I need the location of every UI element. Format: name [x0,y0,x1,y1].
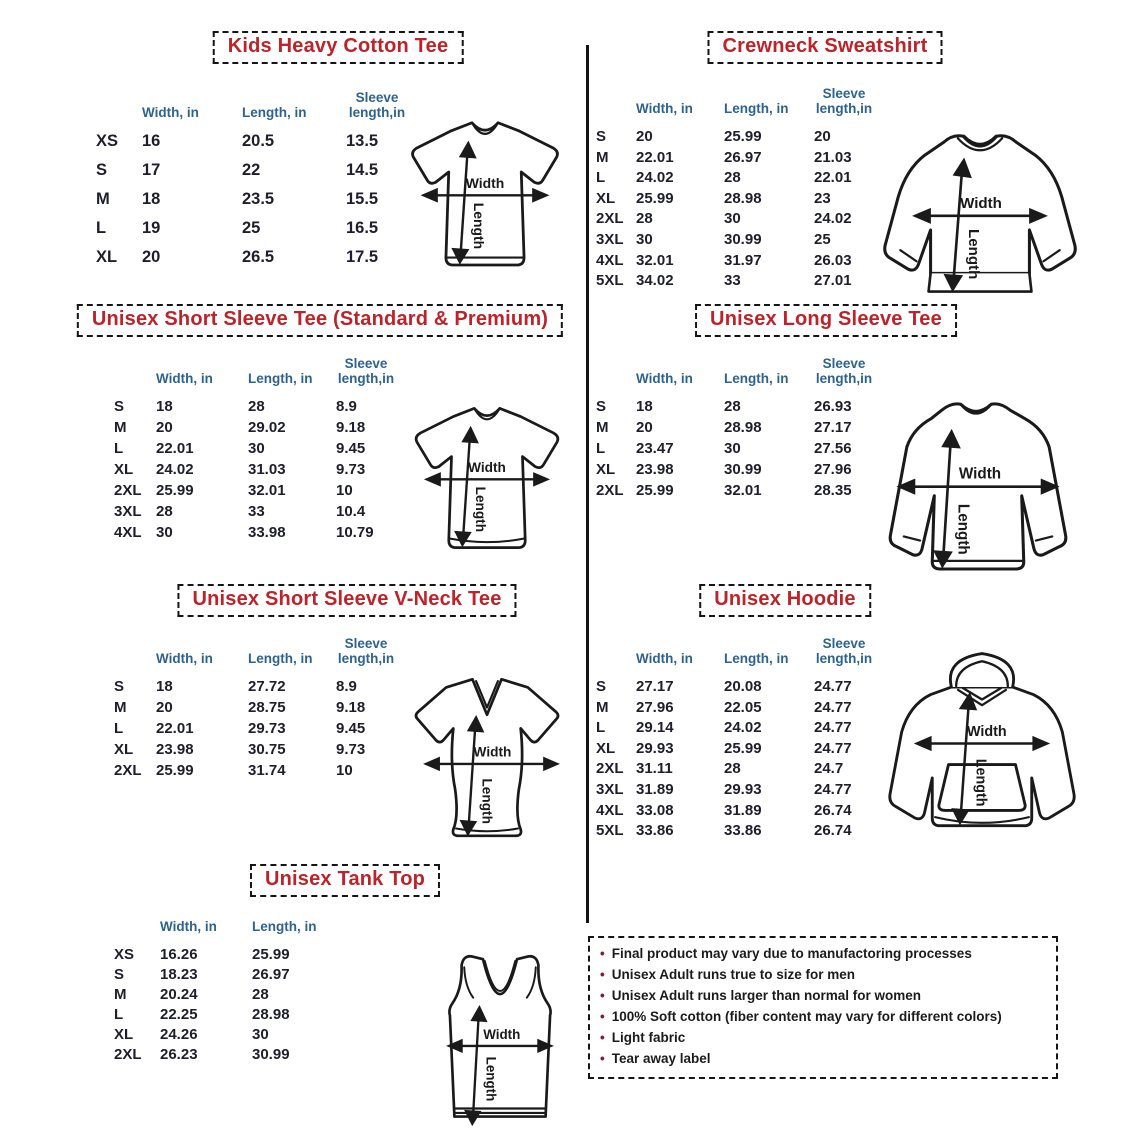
value-cell: 16.26 [160,946,198,963]
length-label: Length [473,486,489,533]
note-item [600,966,1046,984]
value-cell: 25.99 [724,739,762,757]
value-cell: 17 [142,161,161,179]
value-cell: 29.73 [248,720,286,737]
value-cell: 26.93 [814,398,852,415]
note-text: 100% Soft cotton (fiber content may vary for different colors) [611,1009,1002,1025]
long-sleeve-tee-diagram [856,386,1100,584]
value-cell: 20 [156,419,173,436]
value-cell: 10 [336,762,353,779]
bullet-icon: • [600,988,605,1004]
value-cell: 27.56 [814,440,852,457]
value-cell: 18.23 [160,966,198,983]
size-table-hoodie [596,632,890,843]
value-cell: 21.03 [814,148,852,166]
bullet-icon: • [600,967,605,983]
value-cell: 20 [636,128,653,145]
value-cell: 30 [248,440,265,457]
note-text: Tear away label [611,1051,711,1067]
column-header: Length, in [724,370,789,386]
note-text: Light fabric [611,1030,686,1046]
column-header: Sleeve length,in [815,635,873,666]
column-header: Width, in [156,650,213,666]
value-cell: 23.98 [636,461,674,478]
size-label: 2XL [114,762,142,779]
value-cell: 27.96 [814,461,852,478]
note-text: Final product may vary due to manufactoring processes [611,946,972,961]
value-cell: 25.99 [724,128,762,145]
value-cell: 27.17 [814,419,852,436]
column-header-empty [596,386,636,398]
value-cell: 33.86 [724,822,762,840]
note-item [600,1008,1046,1026]
value-cell: 16.5 [346,219,379,237]
size-label: L [596,440,606,457]
value-cell: 23.98 [156,741,194,758]
value-cell: 32.01 [248,482,286,499]
size-label: M [114,419,127,436]
value-cell: 30 [724,440,741,457]
value-cell: 17.5 [346,248,379,266]
value-cell: 28.75 [248,699,286,716]
size-table-long-sleeve [596,352,890,503]
value-cell: 20.5 [242,132,275,150]
value-cell: 24.02 [156,461,194,478]
value-cell: 32.01 [724,482,762,499]
value-cell: 28 [248,398,265,415]
value-cell: 30 [636,230,653,248]
size-label: L [596,169,606,187]
value-cell: 18 [156,678,173,695]
size-label: M [596,419,609,436]
size-label: 3XL [596,230,624,248]
note-item [600,1029,1046,1047]
value-cell: 26.97 [724,148,762,166]
column-header: Width, in [142,104,199,120]
value-cell: 18 [636,398,653,415]
size-label: XS [114,946,135,963]
value-cell: 28 [724,169,741,187]
value-cell: 24.26 [160,1026,198,1043]
value-cell: 31.89 [724,801,762,819]
value-cell: 9.45 [336,720,366,737]
size-label: XL [114,741,134,758]
value-cell: 28 [156,503,173,520]
column-header: Sleeve length,in [337,635,395,666]
column-header: Length, in [242,104,307,120]
tank-top-diagram [424,944,576,1132]
size-label: XL [96,248,118,266]
column-header: Sleeve length,in [348,89,406,120]
value-cell: 24.77 [814,678,852,695]
size-label: XL [114,1026,134,1043]
column-header: Length, in [252,918,317,934]
value-cell: 15.5 [346,190,379,208]
value-cell: 14.5 [346,161,379,179]
value-cell: 25 [814,230,831,248]
value-cell: 20 [142,248,161,266]
value-cell: 29.02 [248,419,286,436]
value-cell: 32.01 [636,251,674,269]
size-label: S [596,678,607,695]
size-label: 2XL [114,482,142,499]
size-label: 2XL [596,210,624,228]
size-label: 2XL [596,482,624,499]
size-label: XS [96,132,119,150]
value-cell: 22.01 [814,169,852,187]
value-cell: 28.98 [252,1006,290,1023]
value-cell: 25.99 [636,482,674,499]
note-item [600,987,1046,1005]
value-cell: 27.72 [248,678,286,695]
value-cell: 27.96 [636,698,674,716]
value-cell: 20 [814,128,831,145]
value-cell: 24.7 [814,760,844,778]
size-label: 5XL [596,272,624,290]
size-label: 3XL [114,503,142,520]
column-header: Width, in [636,100,693,116]
value-cell: 20 [156,699,173,716]
value-cell: 20.24 [160,986,198,1003]
width-label: Width [465,174,505,191]
column-header-empty [96,120,142,132]
size-label: S [114,966,125,983]
size-label: S [114,398,125,415]
size-label: S [96,161,108,179]
size-label: XL [114,461,134,478]
size-label: S [596,128,607,145]
value-cell: 31.03 [248,461,286,478]
size-label: 2XL [114,1046,142,1063]
size-label: M [114,699,127,716]
value-cell: 31.97 [724,251,762,269]
size-label: S [596,398,607,415]
length-label: Length [483,1056,499,1102]
value-cell: 30 [724,210,741,228]
value-cell: 27.01 [814,272,852,290]
width-label: Width [966,723,1007,740]
value-cell: 22.01 [156,720,194,737]
size-label: 5XL [596,822,624,840]
size-label: L [596,719,606,737]
value-cell: 20 [636,419,653,436]
bullet-icon: • [600,946,605,961]
size-label: M [596,148,609,166]
column-header-empty [114,666,156,678]
section-title-unisex-hoodie: Unisex Hoodie [699,584,871,617]
column-header-empty [596,116,636,128]
value-cell: 22 [242,161,261,179]
value-cell: 9.18 [336,419,366,436]
length-label: Length [964,228,982,280]
size-label: S [114,678,125,695]
value-cell: 26.23 [160,1046,198,1063]
length-label: Length [479,778,495,824]
size-table-v-neck [114,632,412,783]
value-cell: 24.77 [814,780,852,798]
sweatshirt-diagram [864,116,1096,308]
value-cell: 28 [252,986,269,1003]
size-label: L [96,219,107,237]
value-cell: 28.98 [724,419,762,436]
value-cell: 24.02 [814,210,852,228]
value-cell: 8.9 [336,398,357,415]
value-cell: 28 [724,398,741,415]
column-header-empty [596,666,636,678]
length-label: Length [470,202,487,250]
size-label: L [114,720,124,737]
note-item [600,945,1046,963]
column-header: Sleeve length,in [337,355,395,386]
value-cell: 25 [242,219,261,237]
value-cell: 23 [814,189,831,207]
value-cell: 29.93 [636,739,674,757]
value-cell: 34.02 [636,272,674,290]
value-cell: 9.73 [336,461,366,478]
value-cell: 24.77 [814,739,852,757]
value-cell: 31.74 [248,762,286,779]
value-cell: 30.99 [252,1046,290,1063]
tee-diagram [396,392,578,565]
value-cell: 26.5 [242,248,275,266]
value-cell: 10.4 [336,503,366,520]
size-label: XL [596,739,616,757]
value-cell: 9.73 [336,741,366,758]
value-cell: 24.02 [724,719,762,737]
width-label: Width [473,744,512,760]
size-label: 4XL [596,251,624,269]
size-label: M [114,986,127,1003]
column-header: Width, in [156,370,213,386]
value-cell: 27.17 [636,678,674,695]
column-divider-line [586,45,589,923]
width-label: Width [958,465,1002,483]
v-neck-tee-diagram [396,662,578,844]
value-cell: 16 [142,132,161,150]
size-table-kids-tee [96,82,424,277]
value-cell: 24.02 [636,169,674,187]
note-text: Unisex Adult runs larger than normal for women [611,988,922,1004]
value-cell: 24.77 [814,719,852,737]
value-cell: 26.74 [814,801,852,819]
value-cell: 33.98 [248,524,286,541]
width-label: Width [960,194,1002,212]
value-cell: 26.97 [252,966,290,983]
column-header-empty [114,934,160,946]
hoodie-diagram [872,644,1092,850]
section-title-unisex-short-sleeve-tee: Unisex Short Sleeve Tee (Standard & Premium) [77,304,563,337]
value-cell: 28.35 [814,482,852,499]
column-header: Length, in [248,650,313,666]
value-cell: 25.99 [156,762,194,779]
length-label: Length [954,503,972,555]
section-title-kids-heavy-cotton-tee: Kids Heavy Cotton Tee [213,31,464,64]
value-cell: 18 [156,398,173,415]
value-cell: 9.18 [336,699,366,716]
value-cell: 28 [724,760,741,778]
note-text: Unisex Adult runs true to size for men [611,967,856,983]
value-cell: 22.05 [724,698,762,716]
value-cell: 22.25 [160,1006,198,1023]
value-cell: 28.98 [724,189,762,207]
value-cell: 18 [142,190,161,208]
column-header-empty [114,386,156,398]
value-cell: 33.08 [636,801,674,819]
size-table-crewneck [596,82,890,293]
value-cell: 30.75 [248,741,286,758]
size-label: M [96,190,110,208]
section-title-unisex-tank-top: Unisex Tank Top [250,864,440,897]
value-cell: 22.01 [156,440,194,457]
tee-diagram [392,106,578,283]
column-header: Length, in [248,370,313,386]
column-header: Sleeve length,in [815,355,873,386]
value-cell: 23.5 [242,190,275,208]
value-cell: 8.9 [336,678,357,695]
value-cell: 30.99 [724,461,762,478]
section-title-unisex-long-sleeve-tee: Unisex Long Sleeve Tee [695,304,957,337]
column-header: Width, in [636,370,693,386]
width-label: Width [483,1026,521,1042]
product-notes-box [588,936,1058,1079]
section-title-crewneck-sweatshirt: Crewneck Sweatshirt [708,31,943,64]
length-label: Length [972,758,989,807]
value-cell: 22.01 [636,148,674,166]
section-title-unisex-v-neck-tee: Unisex Short Sleeve V-Neck Tee [177,584,516,617]
bullet-icon: • [600,1030,605,1046]
value-cell: 28 [636,210,653,228]
value-cell: 29.14 [636,719,674,737]
column-header: Length, in [724,100,789,116]
size-label: L [114,1006,124,1023]
note-item [600,1050,1046,1068]
size-label: XL [596,189,616,207]
value-cell: 33 [724,272,741,290]
value-cell: 25.99 [636,189,674,207]
value-cell: 30 [252,1026,269,1043]
column-header: Width, in [160,918,217,934]
column-header: Width, in [636,650,693,666]
size-label: 2XL [596,760,624,778]
value-cell: 13.5 [346,132,379,150]
value-cell: 29.93 [724,780,762,798]
value-cell: 31.11 [636,760,673,778]
value-cell: 33 [248,503,265,520]
size-label: 4XL [114,524,142,541]
size-table-tank-top [114,908,344,1066]
bullet-icon: • [600,1051,605,1067]
size-label: 3XL [596,780,624,798]
size-table-short-sleeve [114,352,412,545]
size-label: M [596,698,609,716]
value-cell: 19 [142,219,161,237]
value-cell: 31.89 [636,780,674,798]
value-cell: 24.77 [814,698,852,716]
value-cell: 30 [156,524,173,541]
column-header: Length, in [724,650,789,666]
column-header: Sleeve length,in [815,85,873,116]
value-cell: 23.47 [636,440,674,457]
value-cell: 33.86 [636,822,674,840]
value-cell: 9.45 [336,440,366,457]
size-label: L [114,440,124,457]
value-cell: 30.99 [724,230,762,248]
bullet-icon: • [600,1009,605,1025]
value-cell: 10 [336,482,353,499]
size-label: XL [596,461,616,478]
value-cell: 25.99 [156,482,194,499]
value-cell: 26.74 [814,822,852,840]
value-cell: 26.03 [814,251,852,269]
value-cell: 10.79 [336,524,374,541]
size-label: 4XL [596,801,624,819]
value-cell: 20.08 [724,678,762,695]
width-label: Width [468,460,506,476]
value-cell: 25.99 [252,946,290,963]
hood [950,654,1013,687]
